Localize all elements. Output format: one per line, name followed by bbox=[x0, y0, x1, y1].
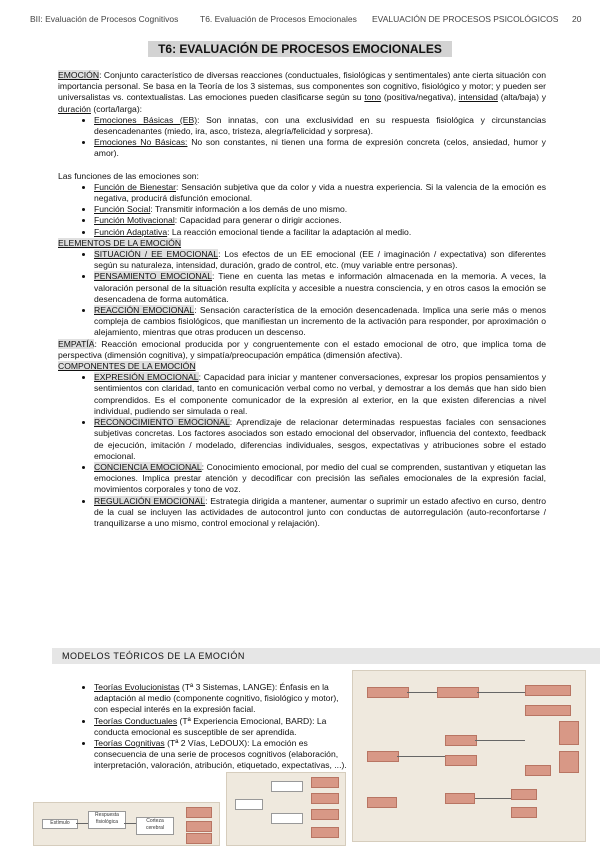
list-item: • EXPRESIÓN EMOCIONAL: Capacidad para iniciar y mantener conversaciones, expresar los propios pensamientos y sentimientos con claridad, tanto en comunicación verbal como no verbal, y demostrar a los demás que han sido bien comprendidos. Es el componente comunicador de la expresión al exterior, en la que existen diferencias a nivel individual, pudiendo ser simulada o real. bbox=[94, 372, 546, 417]
empathy-paragraph: EMPATÍA: Reacción emocional producida por y congruentemente con el estado emocional de otro, que implica toma de perspectiva (dimensión cognitiva), y simpatía/preocupación empática (dimensión afectiva). bbox=[58, 338, 546, 360]
list-item: • REGULACIÓN EMOCIONAL: Estrategia dirigida a mantener, aumentar o suprimir un estado afectivo en curso, dentro de la cual se incluyen las actividades de autocontrol junto con conductas de autorregulación (auto-reconfortarse / tranquilizarse a uno mismo, control emocional y relajación). bbox=[94, 496, 546, 530]
list-item: • CONCIENCIA EMOCIONAL: Conocimiento emocional, por medio del cual se comprenden, sustantivan y etiquetan las emociones. Implica prestar atención y decodificar con precisión las señales emocionales de la expresión facial, movimientos corporales y tono de voz. bbox=[94, 462, 546, 496]
functions-intro: Las funciones de las emociones son: bbox=[58, 170, 199, 181]
list-item: • Emociones No Básicas: No son constantes, ni tienen una forma de expresión concreta (celos, ansiedad, humor y amor). bbox=[94, 137, 546, 159]
page-header bbox=[0, 14, 600, 28]
basic-emotions-list bbox=[58, 115, 546, 160]
list-item: • RECONOCIMIENTO EMOCIONAL: Aprendizaje de relacionar determinadas respuestas faciales con sensaciones subjetivas concretas. Los factores asociados son estado emocional del observador, influencia del contexto, feedback de ejecución, imitación / modelado, diferencias individuales, sesgos, expectativas y atribuciones sobre el estado emocional. bbox=[94, 417, 546, 462]
models-section-bar bbox=[52, 648, 600, 664]
flow-box: Respuesta fisiológica bbox=[88, 811, 126, 829]
list-item: • Función Social: Transmitir información a los demás de uno mismo. bbox=[94, 204, 546, 215]
elements-heading: ELEMENTOS DE LA EMOCIÓN bbox=[58, 237, 182, 248]
list-item: • Teorías Conductuales (Tª Experiencia Emocional, BARD): La conducta emocional es susceptible de ser aprendida. bbox=[94, 716, 348, 738]
diagram-photo-large bbox=[352, 670, 586, 842]
def-term: EMOCIÓN bbox=[58, 70, 100, 80]
list-item: • Función Motivacional: Capacidad para generar o dirigir acciones. bbox=[94, 215, 546, 226]
header-right: EVALUACIÓN DE PROCESOS PSICOLÓGICOS bbox=[372, 14, 559, 24]
diagram-photo-tree bbox=[226, 772, 346, 846]
list-item: • PENSAMIENTO EMOCIONAL: Tiene en cuenta las metas e información almacenada en la memoria. A veces, la valoración personal de la situación resulta explícita y accesible a nuestra consciencia, y en otros casos la emoción se desencadena de forma automática. bbox=[94, 271, 546, 305]
title-wrap bbox=[0, 40, 600, 58]
list-item: • REACCIÓN EMOCIONAL: Sensación característica de la emoción desencadenada. Implica una serie más o menos compleja de cambios fisiológicos, que manifiestan un incremento de la activación para responder, por aproximación o alejamiento, mientras que otras producen un descenso. bbox=[94, 305, 546, 339]
list-item: • Función de Bienestar: Sensación subjetiva que da color y vida a nuestra experiencia. Si la valencia de la emoción es negativa, producirá disfunción emocional. bbox=[94, 182, 546, 204]
diagram-photo-flow bbox=[33, 802, 220, 846]
list-item: • Función Adaptativa: La reacción emocional tiende a facilitar la adaptación al medio. bbox=[94, 227, 546, 238]
header-left: BII: Evaluación de Procesos Cognitivos bbox=[30, 14, 179, 24]
definition-paragraph: EMOCIÓN: Conjunto característico de diversas reacciones (conductuales, fisiológicas y sentimentales) ante cierta situación con importancia personal. Se basa en la Teoría de los 3 sistemas, sus componentes son cognitivo, fisiológico y motor; y pueden ser universalistas vs. contextualistas. Las emociones pueden clasificarse según su tono (positiva/negativa), intensidad (alta/baja) y duración (corta/larga): bbox=[58, 70, 546, 114]
components-heading: COMPONENTES DE LA EMOCIÓN bbox=[58, 361, 196, 372]
flow-box: Estímulo bbox=[42, 819, 78, 829]
components-list bbox=[58, 372, 546, 529]
list-item: • Teorías Cognitivas (Tª 2 Vías, LeDOUX): La emoción es consecuencia de una serie de procesos cognitivos (elaboración, interpretación, valoración, atribución, etiquetado, expectativas, ...). bbox=[94, 738, 348, 772]
header-middle: T6. Evaluación de Procesos Emocionales bbox=[200, 14, 357, 24]
functions-list bbox=[58, 182, 546, 238]
elements-list bbox=[58, 249, 546, 339]
flow-box: Corteza cerebral bbox=[136, 817, 174, 835]
theories-section bbox=[58, 682, 348, 772]
models-heading: MODELOS TEÓRICOS DE LA EMOCIÓN bbox=[62, 651, 245, 661]
theories-list bbox=[58, 682, 348, 772]
list-item: • SITUACIÓN / EE EMOCIONAL: Los efectos de un EE emocional (EE / imaginación / expectativa) son diferentes según su naturaleza, intensidad, duración, grado de control, etc. (muy variable entre personas). bbox=[94, 249, 546, 271]
page-number: 20 bbox=[572, 14, 582, 24]
main-content bbox=[58, 70, 546, 529]
list-item: • Teorías Evolucionistas (Tª 3 Sistemas, LANGE): Énfasis en la adaptación al medio (componente cognitivo, fisiológico y motor), con especial interés en la expresión facial. bbox=[94, 682, 348, 716]
page-title: T6: EVALUACIÓN DE PROCESOS EMOCIONALES bbox=[148, 41, 452, 57]
list-item: • Emociones Básicas (EB): Son innatas, con una exclusividad en su respuesta fisiológica y circunstancias desencadenantes (miedo, ira, asco, tristeza, alegría/felicidad y sorpresa). bbox=[94, 115, 546, 137]
